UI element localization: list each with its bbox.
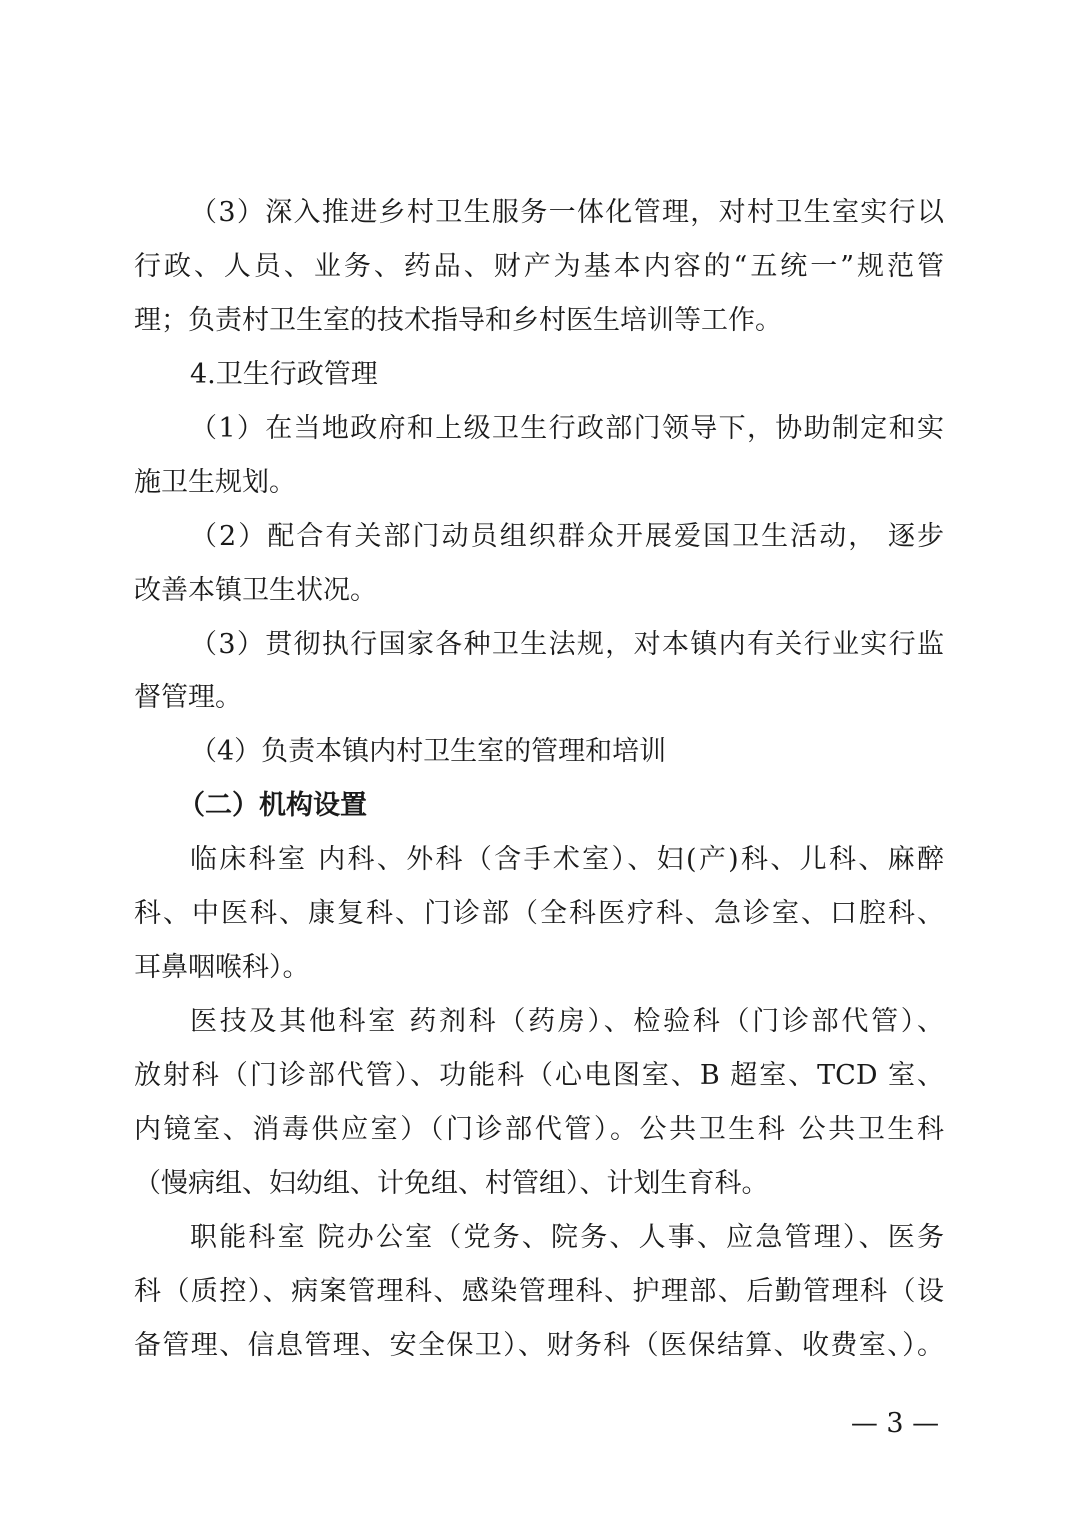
text-line: 内镜室、消毒供应室）（门诊部代管）。公共卫生科 公共卫生科	[134, 1114, 944, 1145]
text-line: 临床科室 内科、外科（含手术室）、妇(产)科、儿科、麻醉	[190, 844, 944, 875]
section-heading: 4.卫生行政管理	[190, 359, 378, 390]
text-line: 医技及其他科室 药剂科（药房）、检验科（门诊部代管）、	[190, 1006, 944, 1037]
text-line: 备管理、信息管理、安全保卫）、财务科（医保结算、收费室、）。	[134, 1330, 944, 1361]
section-heading: （二）机构设置	[178, 790, 367, 821]
text-line: 放射科（门诊部代管）、功能科（心电图室、B 超室、TCD 室、	[134, 1060, 944, 1091]
text-line: 督管理。	[134, 682, 242, 713]
text-line: 施卫生规划。	[134, 467, 296, 498]
text-line: 耳鼻咽喉科）。	[134, 952, 310, 983]
text-line: （1）在当地政府和上级卫生行政部门领导下，协助制定和实	[190, 413, 944, 444]
text-line: （4）负责本镇内村卫生室的管理和培训	[190, 736, 667, 767]
text-line: 理；负责村卫生室的技术指导和乡村医生培训等工作。	[134, 305, 782, 336]
text-line: 行政、人员、业务、药品、财产为基本内容的“五统一”规范管	[134, 251, 944, 282]
text-line: （慢病组、妇幼组、计免组、村管组）、计划生育科。	[134, 1168, 769, 1199]
text-line: 科、中医科、康复科、门诊部（全科医疗科、急诊室、口腔科、	[134, 898, 944, 929]
text-line: （3）深入推进乡村卫生服务一体化管理，对村卫生室实行以	[190, 197, 944, 228]
text-line: 职能科室 院办公室（党务、院务、人事、应急管理）、医务	[190, 1222, 944, 1253]
text-line: 科（质控）、病案管理科、感染管理科、护理部、后勤管理科（设	[134, 1276, 944, 1307]
text-line: （2）配合有关部门动员组织群众开展爱国卫生活动， 逐步	[190, 521, 944, 552]
text-line: 改善本镇卫生状况。	[134, 575, 377, 606]
text-line: （3）贯彻执行国家各种卫生法规，对本镇内有关行业实行监	[190, 629, 944, 660]
page-number: — 3 —	[850, 1408, 940, 1439]
